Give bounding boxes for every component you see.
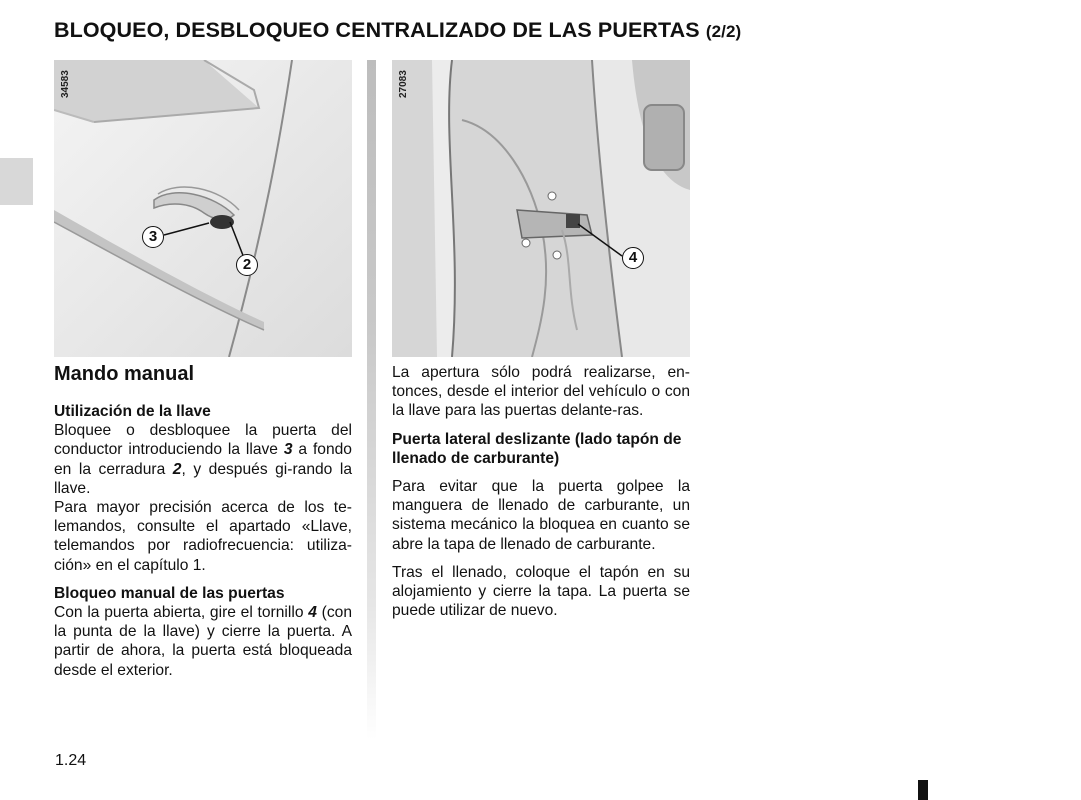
figure-code: 27083 xyxy=(398,70,409,98)
figure-door-handle xyxy=(54,60,352,357)
door-handle-illustration xyxy=(54,60,352,357)
paragraph-remote-ref: Para mayor precisión acerca de los te-lemandos, consulte el apartado «Llave, telemandos por radiofrecuencia: utiliza-ción» en el capítulo 1. xyxy=(54,499,352,574)
paragraph-intro: La apertura sólo podrá realizarse, en-tonces, desde el interior del vehículo o con la llave para las puertas delante-ras. xyxy=(392,364,690,420)
subheading-manual-lock: Bloqueo manual de las puertas xyxy=(54,584,285,602)
door-latch-illustration xyxy=(392,60,690,357)
right-column xyxy=(392,363,690,620)
column-divider xyxy=(367,60,376,740)
figure-code: 34583 xyxy=(60,70,71,98)
figure-door-latch xyxy=(392,60,690,357)
paragraph-after-fill: Tras el llenado, coloque el tapón en su alojamiento y cierre la tapa. La puerta se puede utilizar de nuevo. xyxy=(392,563,690,620)
ref-number: 4 xyxy=(308,604,317,622)
ref-number: 3 xyxy=(283,441,293,459)
callout-4: 4 xyxy=(622,247,644,269)
page-edge-mark xyxy=(918,780,928,800)
subheading-key-use: Utilización de la llave xyxy=(54,403,211,420)
page-title-suffix: (2/2) xyxy=(705,22,742,41)
text-run: a fondo en la cerradura xyxy=(54,441,352,478)
callout-3: 3 xyxy=(142,226,164,248)
page-number: 1.24 xyxy=(55,752,87,769)
ref-number: 2 xyxy=(172,460,182,478)
chapter-tab xyxy=(0,158,33,205)
callout-2: 2 xyxy=(236,254,258,276)
text-run: , y después gi-rando la llave. xyxy=(54,460,353,497)
paragraph-key-use xyxy=(54,421,352,498)
paragraph-sliding-door: Para evitar que la puerta golpee la manguera de llenado de carburante, un sistema mecánico la bloquea en cuanto se abre la tapa de llenado de carburante. xyxy=(392,478,690,553)
page-title xyxy=(54,18,741,43)
text-run: Con la puerta abierta, gire el tornillo xyxy=(54,604,309,622)
page-title-text: BLOQUEO, DESBLOQUEO CENTRALIZADO DE LAS PUERTAS xyxy=(54,18,700,42)
paragraph-manual-lock xyxy=(54,603,352,680)
subheading-sliding-door: Puerta lateral deslizante (lado tapón de llenado de carburante) xyxy=(392,430,682,467)
text-run: (con la punta de la llave) y cierre la puerta. A partir de ahora, la puerta está bloqueada desde el exterior. xyxy=(54,604,352,679)
section-heading: Mando manual xyxy=(54,363,195,385)
text-run: Bloquee o desbloquee la puerta del conductor introduciendo la llave xyxy=(54,422,352,459)
left-column xyxy=(54,360,352,680)
